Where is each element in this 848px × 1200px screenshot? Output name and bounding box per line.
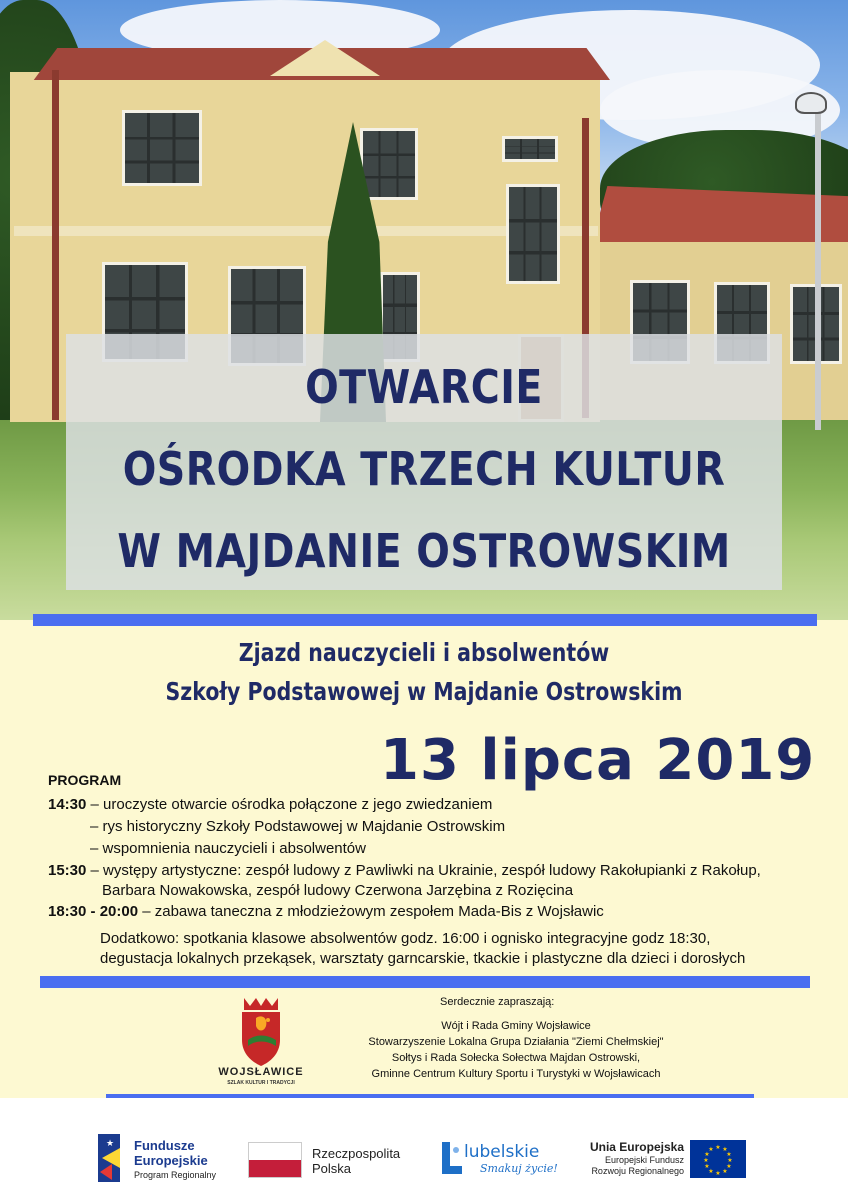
svg-text:★: ★ bbox=[708, 1146, 714, 1153]
svg-text:★: ★ bbox=[722, 1146, 728, 1153]
svg-text:★: ★ bbox=[703, 1157, 709, 1164]
program-text: – występy artystyczne: zespół ludowy z Pawliwki na Ukrainie, zespół ludowy Rakołupianki z Rakołup, bbox=[86, 862, 761, 879]
window bbox=[506, 184, 560, 284]
divider-rule bbox=[33, 614, 817, 626]
footer-logos bbox=[0, 1098, 848, 1200]
fe-line-3: Program Regionalny bbox=[134, 1170, 217, 1180]
event-date: 13 lipca 2019 bbox=[380, 728, 816, 793]
program-row bbox=[90, 840, 366, 857]
crest-name: WOJSŁAWICE bbox=[218, 1066, 304, 1078]
program-row bbox=[102, 882, 573, 899]
rp-label bbox=[312, 1146, 400, 1176]
ue-line-3: Rozwoju Regionalnego bbox=[591, 1166, 684, 1176]
eu-flag-icon bbox=[690, 1140, 746, 1178]
program-text: – wspomnienia nauczycieli i absolwentów bbox=[90, 840, 366, 857]
extra-line-1: Dodatkowo: spotkania klasowe absolwentów godz. 16:00 i ognisko integracyjne godz 18:30, bbox=[100, 930, 711, 947]
polish-flag-icon bbox=[248, 1142, 302, 1178]
program-text: – rys historyczny Szkoły Podstawowej w Majdanie Ostrowskim bbox=[90, 818, 506, 835]
svg-text:★: ★ bbox=[704, 1163, 710, 1170]
program-heading: PROGRAM bbox=[48, 772, 122, 788]
program-time: 18:30 - 20:00 bbox=[48, 903, 139, 920]
program-row bbox=[90, 818, 505, 835]
svg-text:★: ★ bbox=[726, 1151, 732, 1158]
window bbox=[360, 128, 418, 200]
divider-rule bbox=[40, 976, 810, 988]
window bbox=[502, 136, 558, 162]
fe-line-2: Europejskie bbox=[134, 1153, 208, 1168]
program-row bbox=[48, 862, 761, 879]
invitation-line: Sołtys i Rada Sołecka Sołectwa Majdan Ostrowski, bbox=[391, 1052, 641, 1064]
lamp-post bbox=[815, 110, 821, 430]
svg-text:★: ★ bbox=[704, 1151, 710, 1158]
program-time: 15:30 bbox=[48, 862, 87, 879]
svg-text:★: ★ bbox=[726, 1163, 732, 1170]
rp-line-1: Rzeczpospolita bbox=[312, 1146, 401, 1161]
ue-label bbox=[584, 1140, 684, 1177]
subtitle-line-2: Szkoły Podstawowej w Majdanie Ostrowskim bbox=[165, 677, 683, 706]
subtitle-line-1: Zjazd nauczycieli i absolwentów bbox=[238, 638, 610, 667]
ue-line-2: Europejski Fundusz bbox=[604, 1155, 684, 1165]
lamp-icon bbox=[795, 92, 827, 114]
program-text: – uroczyste otwarcie ośrodka połączone z jego zwiedzaniem bbox=[86, 796, 493, 813]
lubelskie-label: lubelskie bbox=[464, 1142, 540, 1162]
fe-logo-icon bbox=[98, 1134, 126, 1182]
program-row bbox=[48, 903, 604, 920]
invitation-line: Stowarzyszenie Lokalna Grupa Działania "Ziemi Chełmskiej" bbox=[368, 1036, 664, 1048]
fe-label bbox=[134, 1138, 208, 1168]
title-line-2: OŚRODKA TRZECH KULTUR bbox=[122, 442, 726, 496]
svg-text:★: ★ bbox=[727, 1157, 733, 1164]
title-line-1: OTWARCIE bbox=[305, 360, 543, 414]
lubelskie-slogan: Smakuj życie! bbox=[480, 1162, 558, 1175]
svg-text:★: ★ bbox=[722, 1168, 728, 1175]
window bbox=[122, 110, 202, 186]
invitation-line: Gminne Centrum Kultury Sportu i Turystyki w Wojsławicach bbox=[371, 1068, 661, 1080]
extra-line-2: degustacja lokalnych przekąsek, warsztaty garncarskie, tkackie i plastyczne dla dzieci i dorosłych bbox=[100, 950, 746, 967]
svg-text:★: ★ bbox=[715, 1144, 721, 1151]
svg-text:★: ★ bbox=[715, 1170, 721, 1177]
ue-line-1: Unia Europejska bbox=[589, 1140, 684, 1154]
svg-text:★: ★ bbox=[708, 1168, 714, 1175]
program-text: Barbara Nowakowska, zespół ludowy Czerwona Jarzębina z Rozięcina bbox=[102, 882, 574, 899]
invitation-line: Wójt i Rada Gminy Wojsławice bbox=[441, 1020, 591, 1032]
drainpipe bbox=[52, 70, 59, 420]
title-line-3: W MAJDANIE OSTROWSKIM bbox=[117, 524, 731, 578]
invitation-heading: Serdecznie zapraszają: bbox=[440, 996, 555, 1008]
fe-line-1: Fundusze bbox=[134, 1138, 195, 1153]
crest-subtitle: SZLAK KULTUR I TRADYCJI bbox=[227, 1080, 295, 1086]
svg-text:★: ★ bbox=[106, 1139, 115, 1149]
crest-icon bbox=[236, 996, 286, 1068]
program-text: – zabawa taneczna z młodzieżowym zespołem Mada-Bis z Wojsławic bbox=[138, 903, 604, 920]
lubelskie-logo-icon bbox=[438, 1138, 466, 1178]
program-time: 14:30 bbox=[48, 796, 87, 813]
program-row bbox=[48, 796, 492, 813]
title-panel bbox=[66, 334, 782, 590]
rp-line-2: Polska bbox=[312, 1161, 352, 1176]
